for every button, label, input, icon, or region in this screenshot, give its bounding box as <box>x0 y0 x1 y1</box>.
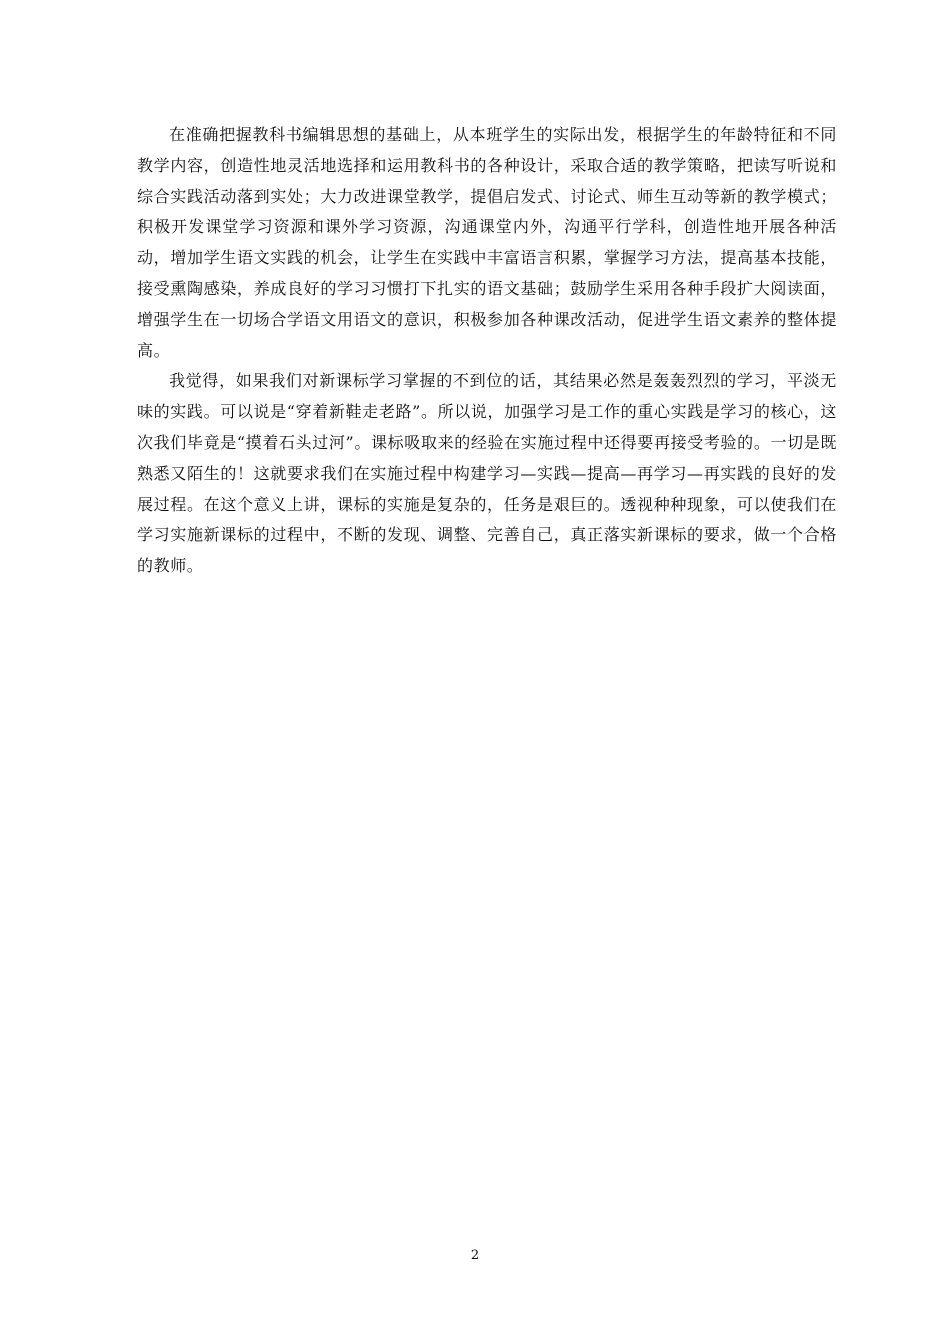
paragraph-2: 我觉得，如果我们对新课标学习掌握的不到位的话，其结果必然是轰轰烈烈的学习，平淡无味的实践。可以说是“穿着新鞋走老路”。所以说，加强学习是工作的重心实践是学习的核心，这次我们毕竟是“摸着石头过河”。课标吸取来的经验在实施过程中还得要再接受考验的。一切是既熟悉又陌生的！这就要求我们在实施过程中构建学习—实践—提高—再学习—再实践的良好的发展过程。在这个意义上讲，课标的实施是复杂的，任务是艰巨的。透视种种现象，可以使我们在学习实施新课标的过程中，不断的发现、调整、完善自己，真正落实新课标的要求，做一个合格的教师。 <box>137 371 837 576</box>
body-text <box>137 120 837 582</box>
page-number: 2 <box>470 1248 480 1263</box>
paragraph-1: 在准确把握教科书编辑思想的基础上，从本班学生的实际出发，根据学生的年龄特征和不同教学内容，创造性地灵活地选择和运用教科书的各种设计，采取合适的教学策略，把读写听说和综合实践活动落到实处；大力改进课堂教学，提倡启发式、讨论式、师生互动等新的教学模式；积极开发课堂学习资源和课外学习资源，沟通课堂内外，沟通平行学科，创造性地开展各种活动，增加学生语文实践的机会，让学生在实践中丰富语言积累，掌握学习方法，提高基本技能，接受熏陶感染，养成良好的学习习惯打下扎实的语文基础；鼓励学生采用各种手段扩大阅读面，增强学生在一切场合学语文用语文的意识，积极参加各种课改活动，促进学生语文素养的整体提高。 <box>137 125 837 360</box>
